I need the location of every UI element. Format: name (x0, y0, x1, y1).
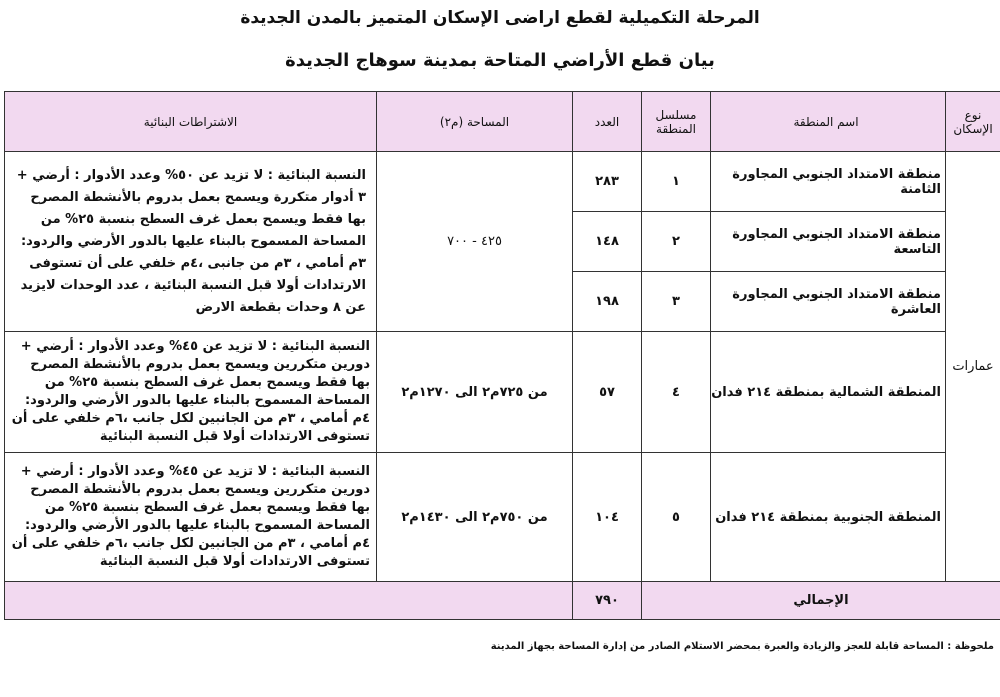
header-housing-type: نوع الإسكان (946, 92, 1000, 152)
sub-title: بيان قطع الأراضي المتاحة بمدينة سوهاج الجديدة (285, 50, 715, 71)
area-cell: ٤٢٥ - ٧٠٠ (377, 152, 573, 332)
count-cell: ٢٨٣ (573, 152, 642, 212)
main-title: المرحلة التكميلية لقطع اراضى الإسكان المتميز بالمدن الجديدة (240, 8, 760, 28)
plots-table (4, 91, 1000, 620)
region-name-cell: المنطقة الجنوبية بمنطقة ٢١٤ فدان (711, 453, 946, 582)
header-area: المساحة (م٢) (377, 92, 573, 152)
total-label: الإجمالي (642, 582, 1000, 620)
conditions-cell: النسبة البنائية : لا تزيد عن ٤٥% وعدد الأدوار : أرضي + دورين متكررين ويسمح بعمل بدروم بالأنشطة المصرح بها فقط ويسمح بعمل غرف السطح بنسبة ٢٥% من المساحة المسموح بالبناء عليها بالدور الأرضي والردود: ٤م أمامي ، ٣م من الجانبين لكل جانب ،٦م خلفي على أن تستوفى الارتدادات أولا قبل النسبة البنائية (5, 453, 377, 582)
region-name-cell: المنطقة الشمالية بمنطقة ٢١٤ فدان (711, 332, 946, 453)
housing-type-cell: عمارات (946, 152, 1000, 582)
header-region-serial: مسلسل المنطقة (642, 92, 711, 152)
table-row (5, 332, 1000, 453)
region-serial-cell: ٤ (642, 332, 711, 453)
region-serial-cell: ٢ (642, 212, 711, 272)
conditions-cell: النسبة البنائية : لا تزيد عن ٤٥% وعدد الأدوار : أرضي + دورين متكررين ويسمح بعمل بدروم بالأنشطة المصرح بها فقط ويسمح بعمل غرف السطح بنسبة ٢٥% من المساحة المسموح بالبناء عليها بالدور الأرضي والردود: ٤م أمامي ، ٣م من الجانبين لكل جانب ،٦م خلفي على أن تستوفى الارتدادات أولا قبل النسبة البنائية (5, 332, 377, 453)
count-cell: ١٤٨ (573, 212, 642, 272)
region-serial-cell: ٥ (642, 453, 711, 582)
count-cell: ١٠٤ (573, 453, 642, 582)
area-cell: من ٧٢٥م٢ الى ١٢٧٠م٢ (377, 332, 573, 453)
conditions-cell: النسبة البنائية : لا تزيد عن ٥٠% وعدد الأدوار : أرضي + ٣ أدوار متكررة ويسمح بعمل بدروم بالأنشطة المصرح بها فقط ويسمح بعمل غرف السطح بنسبة ٢٥% من المساحة المسموح بالبناء عليها بالدور الأرضي والردود: ٣م أمامي ، ٣م من جانبى ،٤م خلفي على أن تستوفى الارتدادات أولا قبل النسبة البنائية ، عدد الوحدات لايزيد عن ٨ وحدات بقطعة الارض (5, 152, 377, 332)
total-value: ٧٩٠ (573, 582, 642, 620)
table-row (5, 152, 1000, 212)
total-row (5, 582, 1000, 620)
count-cell: ١٩٨ (573, 272, 642, 332)
count-cell: ٥٧ (573, 332, 642, 453)
header-conditions: الاشتراطات البنائية (5, 92, 377, 152)
region-name-cell: منطقة الامتداد الجنوبي المجاورة التاسعة (711, 212, 946, 272)
region-serial-cell: ١ (642, 152, 711, 212)
table-row (5, 453, 1000, 582)
total-empty-cell (5, 582, 573, 620)
region-serial-cell: ٣ (642, 272, 711, 332)
region-name-cell: منطقة الامتداد الجنوبي المجاورة الثامنة (711, 152, 946, 212)
table-header-row (5, 92, 1000, 152)
footnote: ملحوظة : المساحة قابلة للعجز والزيادة والعبرة بمحضر الاستلام الصادر من إدارة المساحة بجهاز المدينة (490, 641, 994, 652)
header-count: العدد (573, 92, 642, 152)
area-cell: من ٧٥٠م٢ الى ١٤٣٠م٢ (377, 453, 573, 582)
header-region-name: اسم المنطقة (711, 92, 946, 152)
region-name-cell: منطقة الامتداد الجنوبي المجاورة العاشرة (711, 272, 946, 332)
